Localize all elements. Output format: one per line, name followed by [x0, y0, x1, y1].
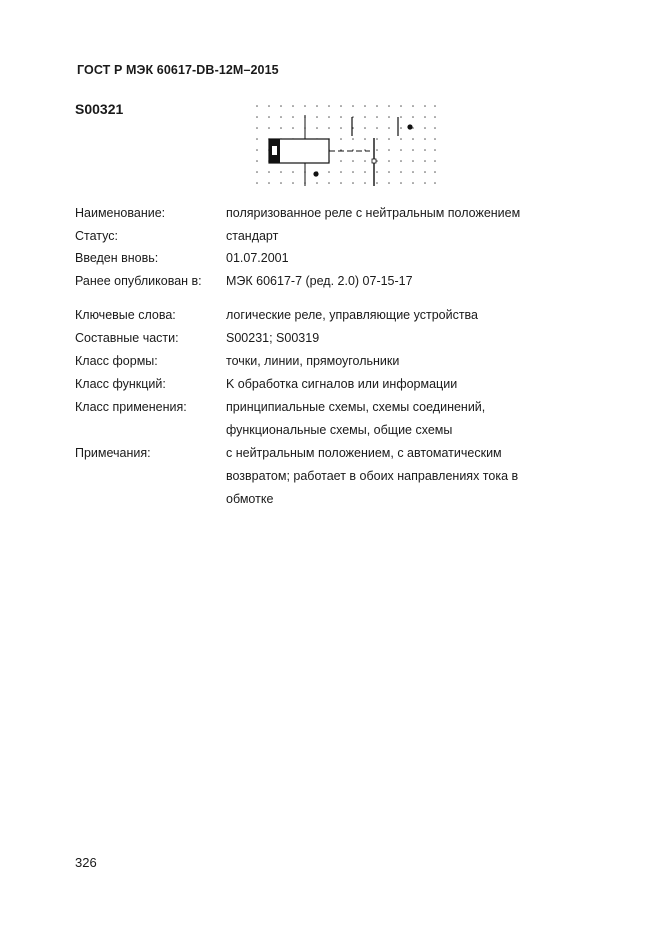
symbol-figure	[250, 98, 440, 194]
field-value-line: принципиальные схемы, схемы соединений,	[226, 400, 486, 414]
field-value: точки, линии, прямоугольники	[226, 354, 400, 368]
field-value-line: с нейтральным положением, с автоматическим	[226, 446, 502, 460]
field-value	[226, 442, 556, 511]
field-label: Ранее опубликован в:	[75, 274, 202, 288]
field-label: Примечания:	[75, 446, 151, 460]
field-value: поляризованное реле с нейтральным положением	[226, 206, 521, 220]
field-value-line: возвратом; работает в обоих направлениях тока в	[226, 469, 519, 483]
field-label: Ключевые слова:	[75, 308, 176, 322]
field-label: Класс функций:	[75, 377, 166, 391]
field-value: стандарт	[226, 229, 279, 243]
field-label: Статус:	[75, 229, 118, 243]
field-label: Класс применения:	[75, 400, 187, 414]
page-header: ГОСТ Р МЭК 60617-DB-12M–2015	[77, 63, 279, 77]
field-value-line: обмотке	[226, 492, 274, 506]
field-label: Класс формы:	[75, 354, 158, 368]
relay-coil	[269, 115, 329, 186]
field-label: Составные части:	[75, 331, 179, 345]
symbol-id: S00321	[75, 101, 124, 117]
field-value: МЭК 60617-7 (ред. 2.0) 07-15-17	[226, 274, 413, 288]
field-value: K обработка сигналов или информации	[226, 377, 458, 391]
field-value: 01.07.2001	[226, 251, 289, 265]
field-value: логические реле, управляющие устройства	[226, 308, 479, 322]
field-label: Наименование:	[75, 206, 166, 220]
field-label: Введен вновь:	[75, 251, 159, 265]
field-value-line: функциональные схемы, общие схемы	[226, 423, 453, 437]
field-value: S00231; S00319	[226, 331, 320, 345]
page-number: 326	[75, 855, 97, 870]
field-value	[226, 396, 556, 442]
